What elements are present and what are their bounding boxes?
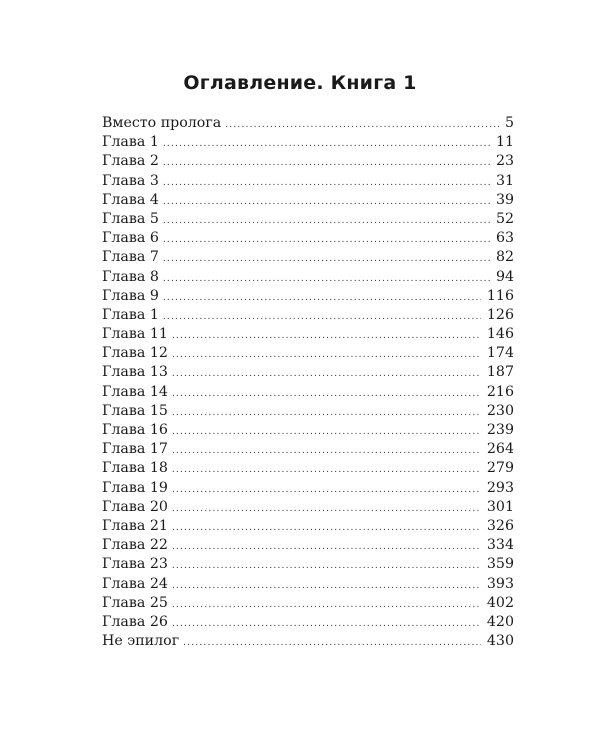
toc-entry bbox=[102, 536, 514, 555]
toc-entry-page: 52 bbox=[495, 210, 514, 227]
toc-dot-leader bbox=[163, 174, 490, 193]
toc-entry-page: 63 bbox=[495, 230, 514, 247]
toc-entry-label: Глава 13 bbox=[102, 364, 168, 381]
toc-dot-leader bbox=[225, 116, 499, 135]
toc-dot-leader bbox=[172, 346, 481, 365]
toc-dot-leader bbox=[163, 212, 490, 231]
toc-entry-page: 23 bbox=[495, 153, 514, 170]
toc-entry-page: 82 bbox=[495, 249, 514, 266]
toc-entry-label: Глава 20 bbox=[102, 498, 168, 515]
toc-entry bbox=[102, 133, 514, 152]
toc-entry bbox=[102, 268, 514, 287]
toc-dot-leader bbox=[163, 231, 490, 250]
toc-dot-leader bbox=[163, 193, 490, 212]
toc-entry bbox=[102, 479, 514, 498]
toc-entry-page: 5 bbox=[504, 115, 514, 131]
toc-dot-leader bbox=[172, 365, 481, 384]
toc-entry-label: Глава 8 bbox=[102, 268, 159, 285]
toc-dot-leader bbox=[172, 577, 481, 596]
toc-entry-page: 279 bbox=[486, 460, 514, 477]
toc-entry-label: Глава 3 bbox=[102, 172, 159, 189]
toc-entry-page: 187 bbox=[486, 364, 514, 381]
toc-entry-page: 326 bbox=[486, 517, 514, 534]
toc-entry-label: Глава 18 bbox=[102, 460, 168, 477]
toc-entry bbox=[102, 632, 514, 651]
toc-entry-page: 116 bbox=[486, 287, 514, 304]
toc-entry-page: 264 bbox=[486, 441, 514, 458]
toc-entry-label: Глава 19 bbox=[102, 479, 168, 496]
toc-entry-page: 239 bbox=[486, 422, 514, 438]
toc-entry bbox=[102, 363, 514, 382]
toc-entry bbox=[102, 402, 514, 421]
toc-entry-label: Глава 1 bbox=[102, 134, 159, 151]
toc-dot-leader bbox=[172, 596, 481, 615]
toc-entry bbox=[102, 114, 514, 133]
toc-dot-leader bbox=[163, 308, 481, 327]
toc-entry-page: 334 bbox=[486, 537, 514, 554]
toc-entry-label: Глава 17 bbox=[102, 441, 168, 458]
toc-dot-leader bbox=[172, 481, 481, 500]
toc-dot-leader bbox=[172, 327, 481, 346]
toc-entry-label: Глава 16 bbox=[102, 422, 168, 438]
toc-dot-leader bbox=[163, 154, 490, 173]
toc-entry-page: 94 bbox=[495, 268, 514, 285]
toc-entry bbox=[102, 421, 514, 440]
toc-dot-leader bbox=[163, 270, 490, 289]
toc-entry-label: Глава 14 bbox=[102, 383, 168, 400]
toc-entry-label: Глава 5 bbox=[102, 210, 159, 227]
toc-dot-leader bbox=[172, 404, 481, 423]
toc-entry bbox=[102, 440, 514, 459]
toc-entry-label: Вместо пролога bbox=[102, 115, 222, 131]
toc-entry-page: 420 bbox=[486, 613, 514, 630]
toc-list bbox=[102, 114, 514, 651]
toc-entry bbox=[102, 306, 514, 325]
toc-entry-page: 216 bbox=[486, 383, 514, 400]
toc-entry bbox=[102, 229, 514, 248]
toc-entry-label: Глава 15 bbox=[102, 402, 168, 419]
toc-entry-label: Глава 9 bbox=[102, 287, 159, 304]
toc-dot-leader bbox=[163, 289, 481, 308]
toc-dot-leader bbox=[163, 135, 490, 154]
toc-entry-label: Глава 4 bbox=[102, 191, 159, 208]
toc-entry-label: Не эпилог bbox=[102, 633, 180, 650]
toc-entry-page: 230 bbox=[486, 402, 514, 419]
toc-entry-label: Глава 12 bbox=[102, 345, 168, 362]
toc-entry bbox=[102, 459, 514, 478]
toc-entry bbox=[102, 287, 514, 306]
toc-dot-leader bbox=[172, 461, 481, 480]
toc-entry bbox=[102, 248, 514, 267]
toc-entry-label: Глава 24 bbox=[102, 575, 168, 592]
toc-dot-leader bbox=[172, 423, 481, 442]
toc-entry-page: 430 bbox=[486, 633, 514, 650]
toc-entry bbox=[102, 594, 514, 613]
toc-entry-page: 393 bbox=[486, 575, 514, 592]
toc-entry-page: 174 bbox=[486, 345, 514, 362]
toc-entry bbox=[102, 210, 514, 229]
toc-entry bbox=[102, 191, 514, 210]
toc-entry-label: Глава 25 bbox=[102, 594, 168, 611]
toc-entry bbox=[102, 383, 514, 402]
toc-entry-label: Глава 1 bbox=[102, 306, 159, 323]
toc-entry-page: 39 bbox=[495, 191, 514, 208]
toc-entry-page: 301 bbox=[486, 498, 514, 515]
toc-entry bbox=[102, 613, 514, 632]
toc-entry-label: Глава 23 bbox=[102, 556, 168, 573]
toc-entry-label: Глава 11 bbox=[102, 326, 168, 343]
toc-dot-leader bbox=[172, 442, 481, 461]
toc-dot-leader bbox=[172, 615, 481, 634]
toc-entry bbox=[102, 172, 514, 191]
toc-entry bbox=[102, 498, 514, 517]
toc-entry bbox=[102, 344, 514, 363]
toc-entry-label: Глава 21 bbox=[102, 517, 168, 534]
toc-entry-page: 402 bbox=[486, 594, 514, 611]
toc-entry-label: Глава 26 bbox=[102, 613, 168, 630]
toc-entry bbox=[102, 517, 514, 536]
toc-entry-label: Глава 2 bbox=[102, 153, 159, 170]
toc-dot-leader bbox=[172, 538, 481, 557]
toc-entry-page: 146 bbox=[486, 326, 514, 343]
toc-entry-page: 31 bbox=[495, 172, 514, 189]
toc-entry-label: Глава 7 bbox=[102, 249, 159, 266]
toc-entry-label: Глава 6 bbox=[102, 230, 159, 247]
toc-entry bbox=[102, 152, 514, 171]
toc-title: Оглавление. Книга 1 bbox=[183, 72, 417, 94]
toc-entry bbox=[102, 555, 514, 574]
toc-dot-leader bbox=[163, 250, 490, 269]
toc-dot-leader bbox=[183, 634, 481, 653]
toc-entry-page: 11 bbox=[495, 134, 514, 151]
toc-entry-page: 359 bbox=[486, 556, 514, 573]
toc-entry bbox=[102, 325, 514, 344]
toc-dot-leader bbox=[172, 500, 481, 519]
toc-entry bbox=[102, 575, 514, 594]
toc-entry-page: 126 bbox=[486, 306, 514, 323]
toc-entry-page: 293 bbox=[486, 479, 514, 496]
toc-dot-leader bbox=[172, 557, 481, 576]
toc-entry-label: Глава 22 bbox=[102, 537, 168, 554]
toc-dot-leader bbox=[172, 385, 481, 404]
toc-dot-leader bbox=[172, 519, 481, 538]
